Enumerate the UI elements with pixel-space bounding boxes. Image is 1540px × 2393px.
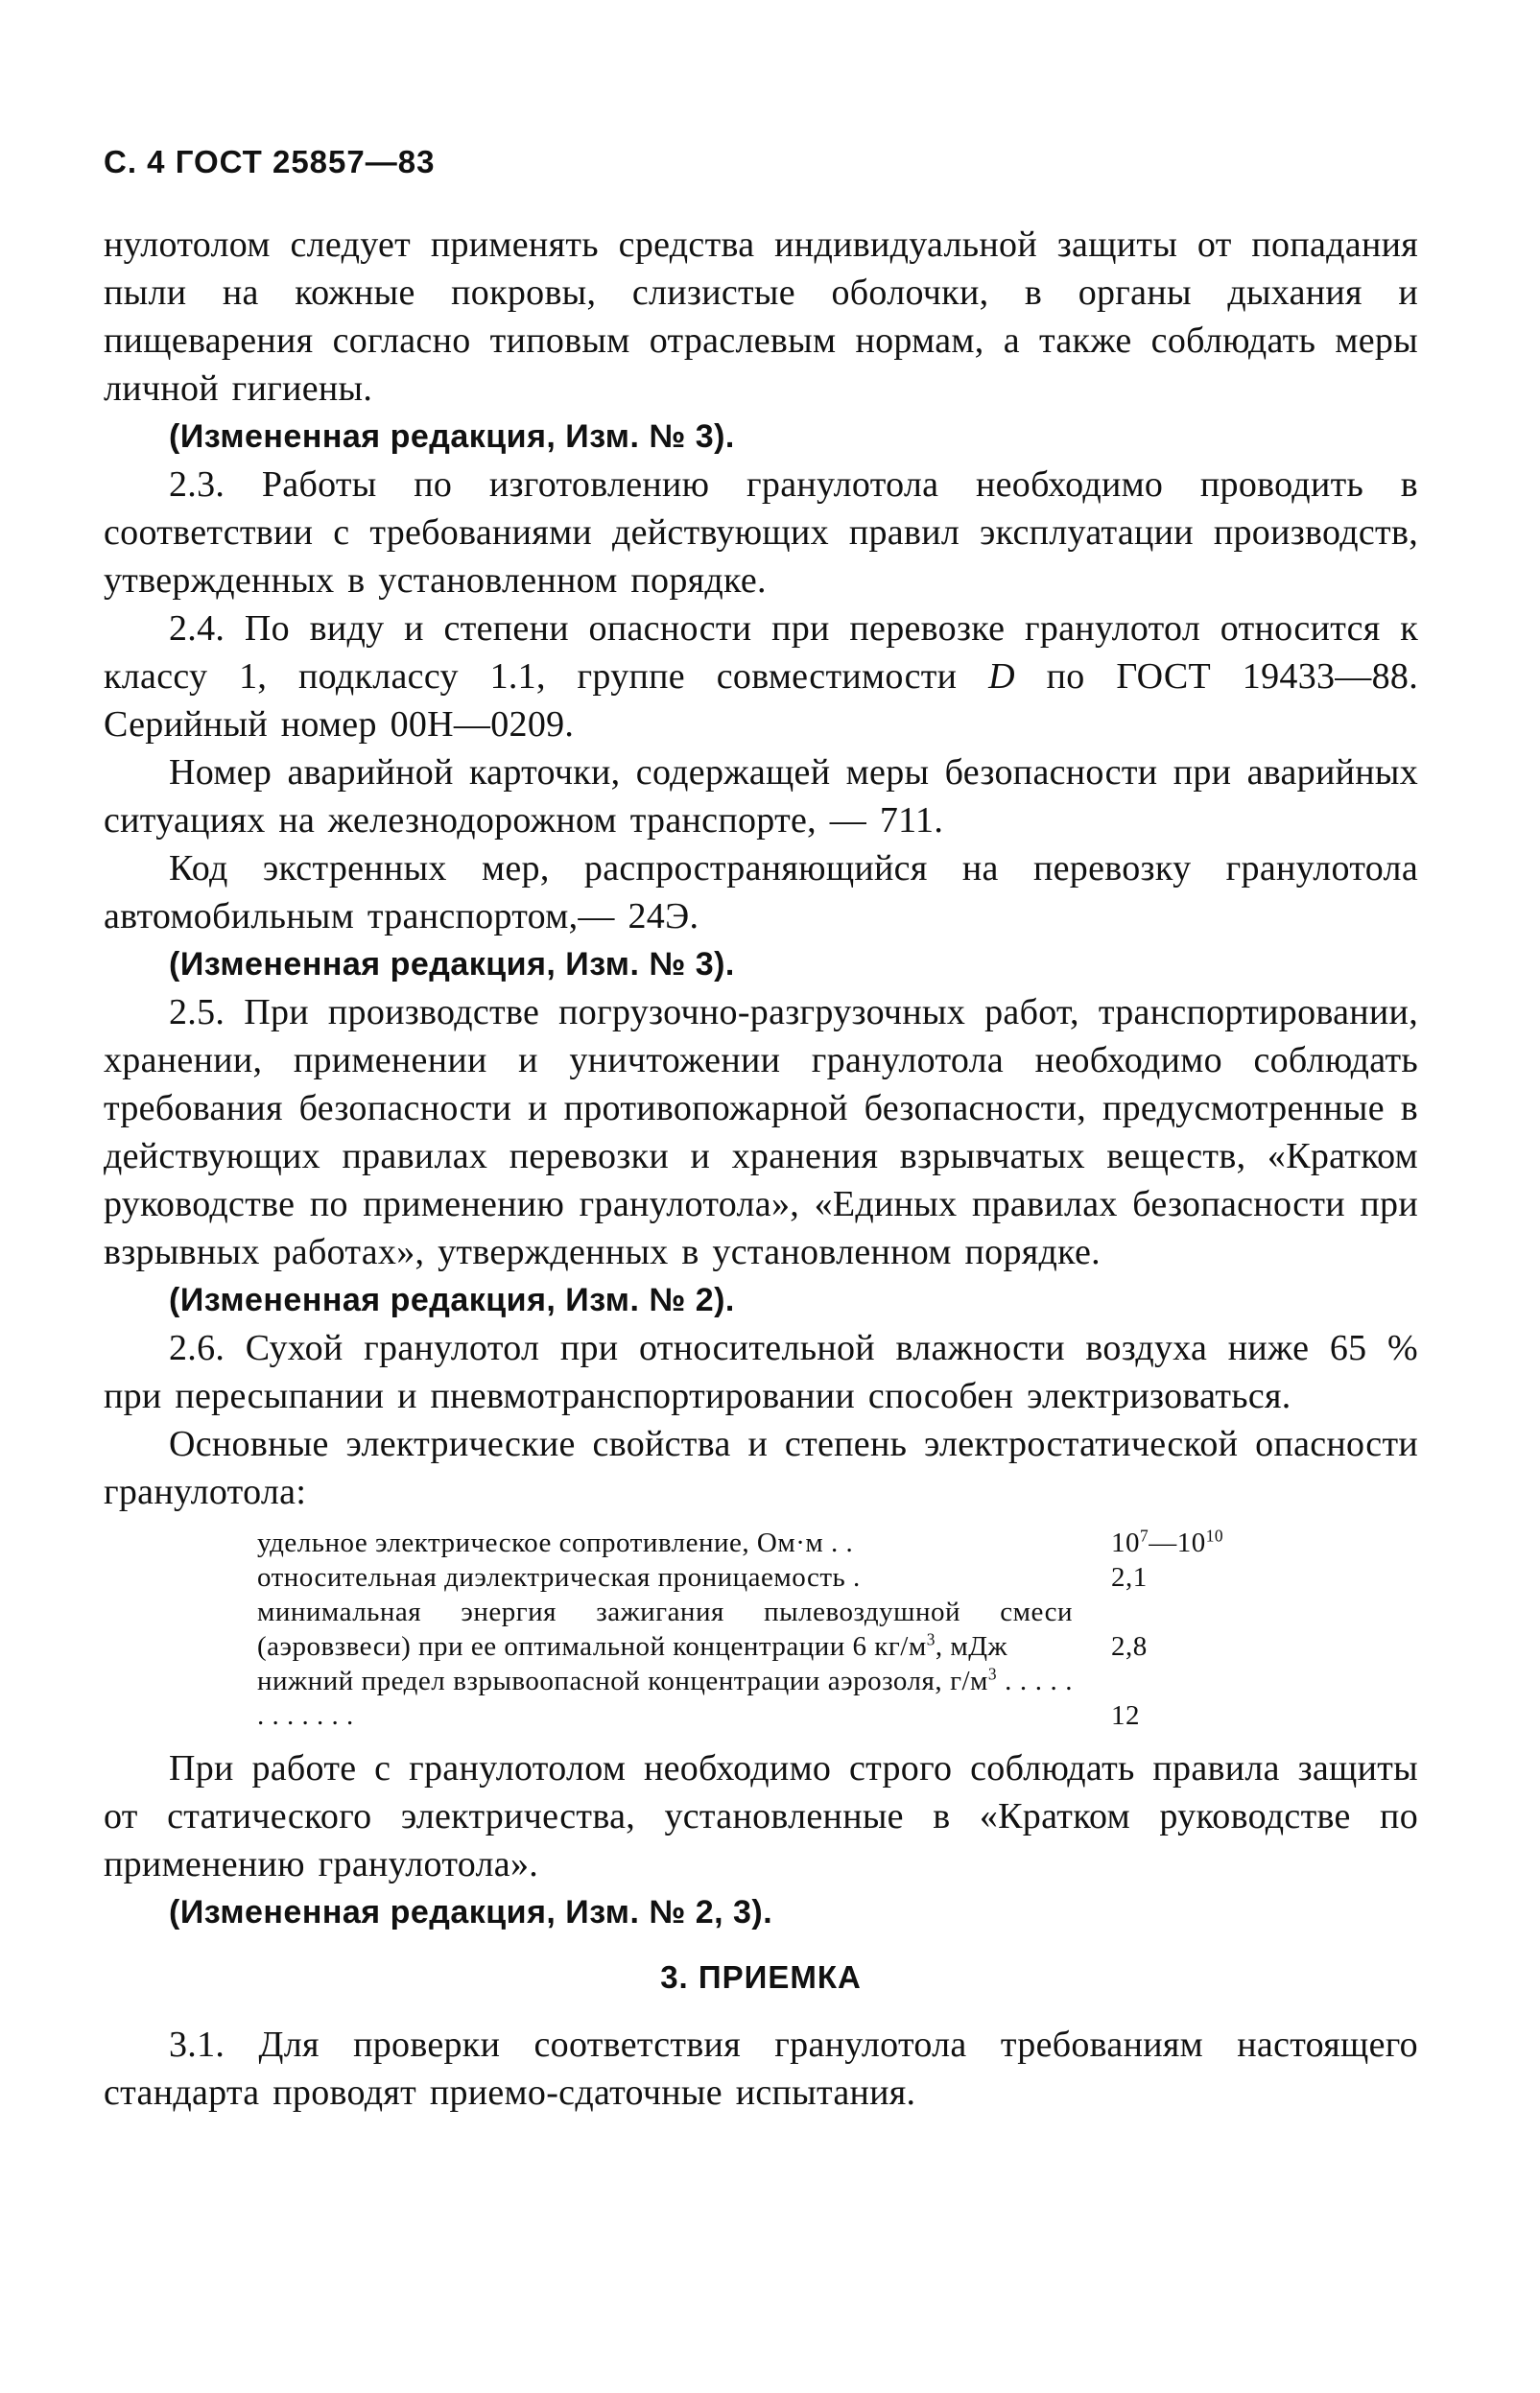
property-row [257,1595,1303,1664]
property-row [257,1560,1303,1595]
paragraph-static-protection: При работе с гранулотолом необходимо строго соблюдать правила защиты от статического электричества, установленные в «Кратком руководстве по применению гранулотола». [104,1748,1418,1884]
property-name: удельное электрическое сопротивление, Ом·м . . [257,1528,854,1558]
property-row [257,1526,1303,1560]
property-row [257,1664,1303,1733]
compatibility-group-letter: D [988,656,1015,697]
property-value: 2,8 [1111,1631,1148,1662]
amendment-note: (Измененная редакция, Изм. № 3). [169,946,735,983]
paragraph-2-4 [104,604,1418,748]
paragraph-2-4-text-a: 2.4. По виду и степени опасности при перевозке гранулотол относится к классу 1, подклассу 1.1, группе совместимости [104,608,1418,697]
paragraph-2-4-text-b: по ГОСТ 19433—88. Серийный номер 00Н—0209. [104,656,1418,745]
page-header: С. 4 ГОСТ 25857—83 [104,144,436,179]
paragraph-properties-intro: Основные электрические свойства и степень электростатической опасности гранулотола: [104,1424,1418,1512]
paragraph-emergency-code: Код экстренных мер, распространяющийся на перевозку гранулотола автомобильным транспортом,— 24Э. [104,848,1418,936]
amendment-note: (Измененная редакция, Изм. № 3). [169,418,735,455]
paragraph-intro: нулотолом следует применять средства индивидуальной защиты от попадания пыли на кожные покровы, слизистые оболочки, в органы дыхания и пищеварения согласно типовым отраслевым нормам, а также соблюдать меры личной гигиены. [104,225,1418,409]
property-value: 12 [1111,1700,1140,1731]
amendment-note: (Измененная редакция, Изм. № 2). [169,1282,735,1318]
property-name: минимальная энергия зажигания пылевоздушной смеси (аэровзвеси) при ее оптимальной концентрации 6 $кг/м^3$, мДж [257,1597,1073,1662]
property-value: 2,1 [1111,1562,1148,1593]
paragraph-3-1: 3.1. Для проверки соответствия гранулотола требованиям настоящего стандарта проводят приемо-сдаточные испытания. [104,2025,1418,2113]
property-name: относительная диэлектрическая проницаемость . [257,1562,861,1593]
paragraph-2-5: 2.5. При производстве погрузочно-разгрузочных работ, транспортировании, хранении, применении и уничтожении гранулотола необходимо соблюдать требования безопасности и противопожарной безопасности, предусмотренные в действующих правилах перевозки и хранения взрывчатых веществ, «Кратком руководстве по применению гранулотола», «Единых правилах безопасности при взрывных работах», утвержденных в установленном порядке. [104,992,1418,1272]
amendment-note: (Измененная редакция, Изм. № 2, 3). [169,1894,773,1931]
section-heading: 3. ПРИЕМКА [660,1959,862,1995]
paragraph-2-6: 2.6. Сухой гранулотол при относительной влажности воздуха ниже 65 % при пересыпании и пневмотранспортировании способен электризоваться. [104,1328,1418,1416]
property-name: нижний предел взрывоопасной концентрации аэрозоля, $г/м^3$ . . . . . . . . . . . . [257,1664,1074,1731]
electrical-properties-list [257,1526,1303,1733]
paragraph-2-3: 2.3. Работы по изготовлению гранулотола необходимо проводить в соответствии с требованиями действующих правил эксплуатации производств, утвержденных в установленном порядке. [104,464,1418,601]
document-page [104,144,1418,2117]
property-value: $10^7—10^{10}$ [1111,1526,1224,1558]
paragraph-emergency-card: Номер аварийной карточки, содержащей меры безопасности при аварийных ситуациях на железнодорожном транспорте, — 711. [104,752,1418,841]
